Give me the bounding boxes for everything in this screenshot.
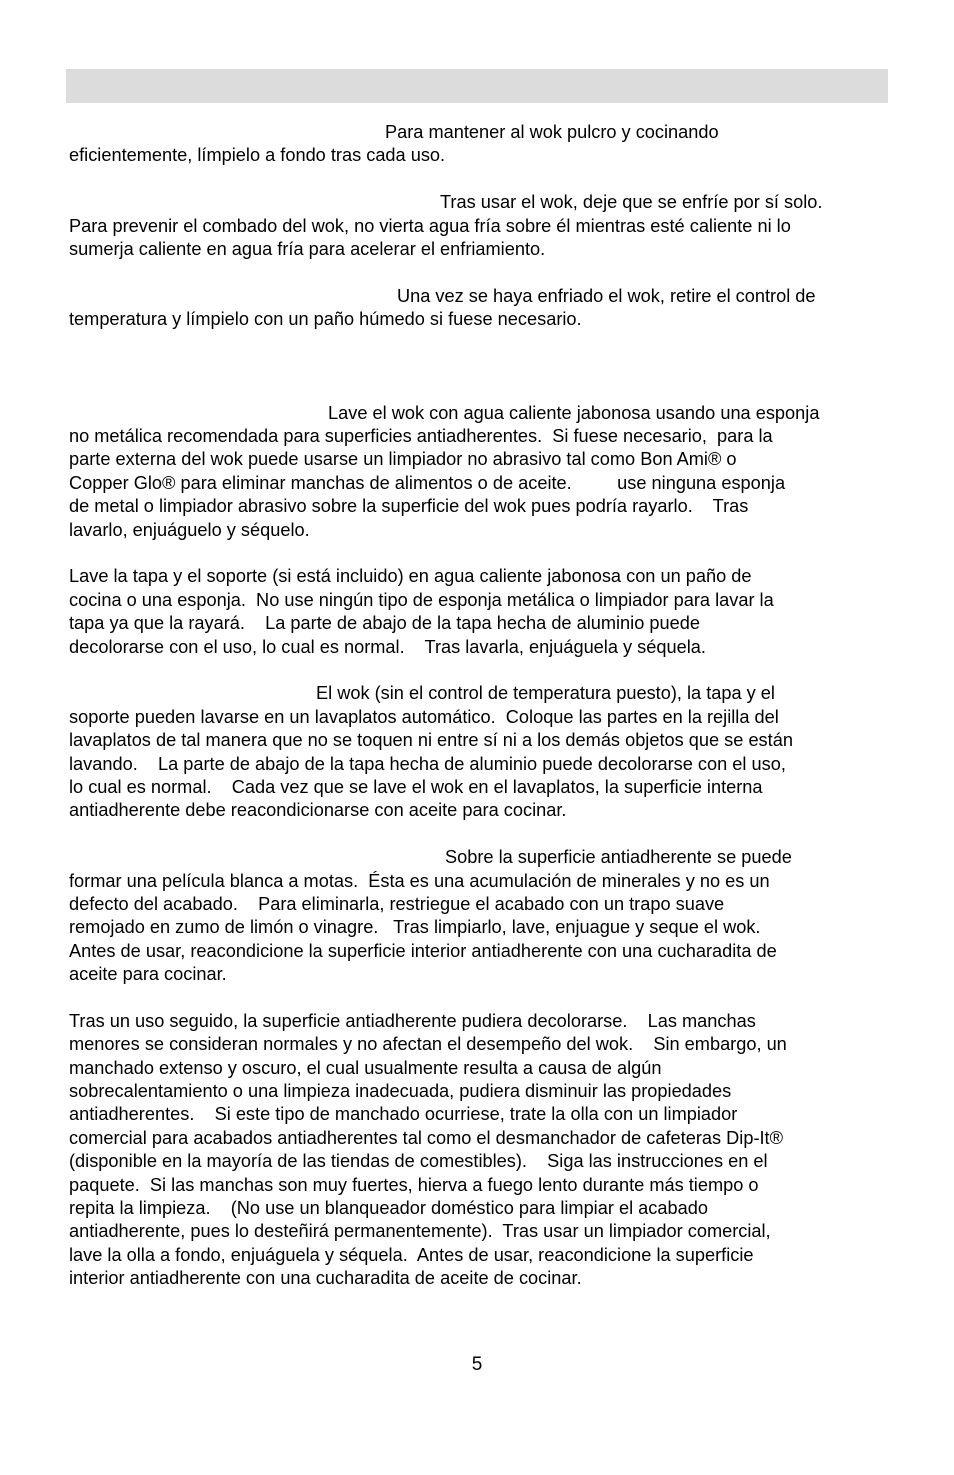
text-line: Lave el wok con agua caliente jabonosa usando una esponja — [328, 402, 820, 423]
text-line: lavaplatos de tal manera que no se toquen ni entre sí ni a los demás objetos que se están — [69, 730, 793, 751]
text-line: antiadherentes. Si este tipo de manchado ocurriese, trate la olla con un limpiador — [69, 1104, 738, 1125]
text-line: sobrecalentamiento o una limpieza inadecuada, pudiera disminuir las propiedades — [69, 1081, 732, 1102]
text-line: Tras un uso seguido, la superficie antiadherente pudiera decolorarse. Las manchas — [69, 1010, 756, 1031]
text-line: Antes de usar, reacondicione la superficie interior antiadherente con una cucharadita de — [69, 940, 777, 961]
text-line: parte externa del wok puede usarse un limpiador no abrasivo tal como Bon Ami® o — [69, 449, 737, 470]
paragraph-after-use — [69, 121, 889, 168]
page-number: 5 — [471, 1354, 483, 1375]
text-line: formar una película blanca a motas. Ésta es una acumulación de minerales y no es un — [69, 870, 770, 891]
text-line: soporte pueden lavarse en un lavaplatos automático. Coloque las partes en la rejilla del — [69, 706, 779, 727]
text-line: antiadherente, pues lo desteñirá permanentemente). Tras usar un limpiador comercial, — [69, 1221, 771, 1242]
text-line: manchado extenso y oscuro, el cual usualmente resulta a causa de algún — [69, 1057, 662, 1078]
text-line: lo cual es normal. Cada vez que se lave el wok en el lavaplatos, la superficie interna — [69, 776, 763, 797]
paragraph-hand-washing — [69, 402, 889, 542]
text-line: (disponible en la mayoría de las tiendas de comestibles). Siga las instrucciones en el — [69, 1151, 768, 1172]
text-line: lavarlo, enjuáguelo y séquelo. — [69, 519, 310, 540]
text-line: comercial para acabados antiadherentes tal como el desmanchador de cafeteras Dip-It® — [69, 1127, 784, 1148]
text-line: Para mantener al wok pulcro y cocinando — [385, 122, 719, 142]
paragraph-white-film — [69, 846, 889, 986]
text-line: defecto del acabado. Para eliminarla, restriegue el acabado con un trapo suave — [69, 893, 725, 914]
text-line: lavando. La parte de abajo de la tapa hecha de aluminio puede decolorarse con el uso, — [69, 753, 786, 774]
document-body — [69, 121, 889, 1291]
text-line: aceite para cocinar. — [69, 964, 227, 985]
text-line: antiadherente debe reacondicionarse con aceite para cocinar. — [69, 800, 567, 821]
paragraph-dishwasher — [69, 682, 889, 822]
text-line: temperatura y límpielo con un paño húmedo si fuese necesario. — [69, 309, 582, 330]
text-line: Tras usar el wok, deje que se enfríe por sí solo. — [440, 192, 823, 213]
text-line: Una vez se haya enfriado el wok, retire el control de — [397, 285, 816, 306]
paragraph-cooling — [69, 191, 889, 261]
text-line: interior antiadherente con una cucharadita de aceite de cocinar. — [69, 1268, 582, 1289]
text-line: sumerja caliente en agua fría para acelerar el enfriamiento. — [69, 238, 546, 259]
text-line: remojado en zumo de limón o vinagre. Tras limpiarlo, lave, enjuague y seque el wok. — [69, 917, 761, 938]
text-line: paquete. Si las manchas son muy fuertes, hierva a fuego lento durante más tiempo o — [69, 1174, 759, 1195]
text-line: tapa ya que la rayará. La parte de abajo de la tapa hecha de aluminio puede — [69, 613, 700, 634]
text-line: repita la limpieza. (No use un blanqueador doméstico para limpiar el acabado — [69, 1197, 708, 1218]
paragraph-lid-washing — [69, 565, 889, 659]
text-line: eficientemente, límpielo a fondo tras cada uso. — [69, 145, 446, 166]
text-line: El wok (sin el control de temperatura puesto), la tapa y el — [316, 683, 775, 704]
text-line: Para prevenir el combado del wok, no vierta agua fría sobre él mientras esté caliente ni lo — [69, 215, 791, 236]
paragraph-temperature-control — [69, 285, 889, 332]
text-line: lave la olla a fondo, enjuáguela y séquela. Antes de usar, reacondicione la superficie — [69, 1244, 754, 1265]
text-line: Copper Glo® para eliminar manchas de alimentos o de aceite. use ninguna esponja — [69, 472, 786, 493]
text-line: menores se consideran normales y no afectan el desempeño del wok. Sin embargo, un — [69, 1034, 787, 1055]
paragraph-discoloration — [69, 1010, 889, 1291]
text-line: Sobre la superficie antiadherente se puede — [445, 847, 792, 868]
text-line: decolorarse con el uso, lo cual es normal. Tras lavarla, enjuáguela y séquela. — [69, 636, 706, 657]
header-bar — [66, 69, 888, 103]
text-line: de metal o limpiador abrasivo sobre la superficie del wok pues podría rayarlo. Tras — [69, 496, 749, 517]
text-line: Lave la tapa y el soporte (si está incluido) en agua caliente jabonosa con un paño de — [69, 566, 752, 587]
text-line: cocina o una esponja. No use ningún tipo de esponja metálica o limpiador para lavar la — [69, 589, 774, 610]
text-line: no metálica recomendada para superficies antiadherentes. Si fuese necesario, para la — [69, 426, 773, 447]
